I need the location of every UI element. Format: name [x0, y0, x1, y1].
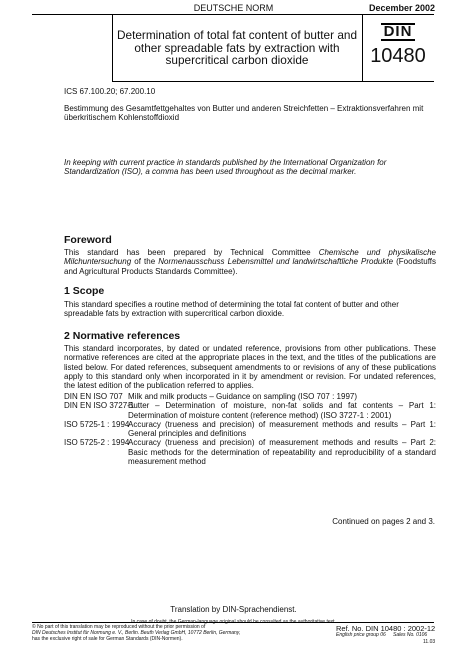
reference-item	[64, 420, 436, 439]
reference-item	[64, 392, 436, 401]
din-logo-mark: DIN	[381, 23, 416, 41]
scope-heading: 1 Scope	[64, 285, 105, 297]
foreword-text-b: of the	[131, 257, 159, 267]
iso-decimal-note: In keeping with current practice in standards published by the International Organization for Standardization (ISO), a comma has been used throughout as the decimal marker.	[64, 158, 387, 177]
reference-list	[64, 392, 436, 466]
standards-committee-name: Normenausschuss Lebensmittel und landwirtschaftliche Produkte	[158, 257, 394, 267]
foreword-text	[64, 248, 436, 276]
title-line: supercritical carbon dioxide	[165, 53, 309, 68]
reference-code: DIN EN ISO 3727-1	[64, 401, 135, 411]
header-bottom-rule	[112, 81, 434, 82]
ics-codes: ICS 67.100.20; 67.200.10	[64, 87, 156, 96]
standard-number: 10480	[370, 45, 426, 67]
normative-references-text: This standard incorporates, by dated or undated reference, provisions from other publications. These normative references are cited at the appropriate places in the text, and the titles of the publications are listed below. For dated references, subsequent amendments to or revisions of any of these publications apply to this standard only when incorporated in it by amendment or revision. For undated references, the latest edition of the publication referred to applies.	[64, 344, 436, 391]
document-title	[112, 15, 362, 81]
sales-number: Sales No. 0106	[393, 632, 428, 638]
scope-text: This standard specifies a routine method of determining the total fat content of butter and other spreadable fats by extraction with supercritical carbon dioxide.	[64, 300, 399, 319]
copyright-line: © No part of this translation may be reproduced without the prior permission of	[32, 624, 206, 630]
translation-note: Translation by DIN-Sprachendienst.	[170, 605, 297, 614]
foreword-text-c: (Foodstuffs and Agricultural Products Standards Committee).	[64, 257, 437, 276]
german-title: Bestimmung des Gesamtfettgehaltes von Butter und anderen Streichfetten – Extraktionsverfahren mit überkritischem Kohlenstoffdioxid	[64, 104, 424, 123]
issue-date: 11.03	[423, 639, 436, 645]
reference-code: ISO 5725-1 : 1994	[64, 419, 130, 429]
continued-note: Continued on pages 2 and 3.	[332, 517, 435, 526]
price-group: English price group 06	[336, 632, 386, 638]
normative-references-heading: 2 Normative references	[64, 330, 181, 342]
reference-description: Butter – Determination of moisture, non-fat solids and fat contents – Part 1: Determination of moisture content (reference method) (ISO 3727-1 : 2001)	[128, 401, 436, 420]
reference-code: ISO 5725-2 : 1994	[64, 438, 130, 448]
title-line: Determination of total fat content of butter and	[116, 28, 358, 43]
reference-code: DIN EN ISO 707	[64, 392, 123, 401]
reference-item	[64, 401, 436, 420]
reference-description: Milk and milk products – Guidance on sampling (ISO 707 : 1997)	[128, 392, 358, 401]
footer-rule	[32, 622, 434, 623]
foreword-text-a: This standard has been prepared by Technical Committee	[64, 248, 319, 257]
foreword-heading: Foreword	[64, 234, 112, 246]
committee-name: Chemische und physikalische Milchuntersuchung	[64, 248, 436, 267]
din-logo	[362, 15, 434, 81]
reference-description: Accuracy (trueness and precision) of measurement methods and results – Part 1: General principles and definitions	[128, 419, 436, 439]
reference-item	[64, 438, 436, 466]
copyright-line: DIN Deutsches Institut für Normung e. V., Berlin. Beuth Verlag GmbH, 10772 Berlin, Germany,	[32, 630, 241, 636]
norm-label: DEUTSCHE NORM	[193, 3, 274, 13]
authoritative-text-note: In case of doubt, the German-language original should be consulted as the authoritative text.	[131, 619, 336, 625]
reference-description: Accuracy (trueness and precision) of measurement methods and results – Part 2: Basic methods for the determination of repeatability and reproducibility of a standard measurement method	[128, 438, 436, 467]
reference-number: Ref. No. DIN 10480 : 2002-12	[336, 624, 436, 633]
copyright-line: has the exclusive right of sale for German Standards (DIN-Normen).	[32, 636, 183, 642]
copyright-notice	[32, 624, 322, 642]
title-line: other spreadable fats by extraction with	[134, 40, 340, 55]
publication-date: December 2002	[368, 3, 435, 13]
